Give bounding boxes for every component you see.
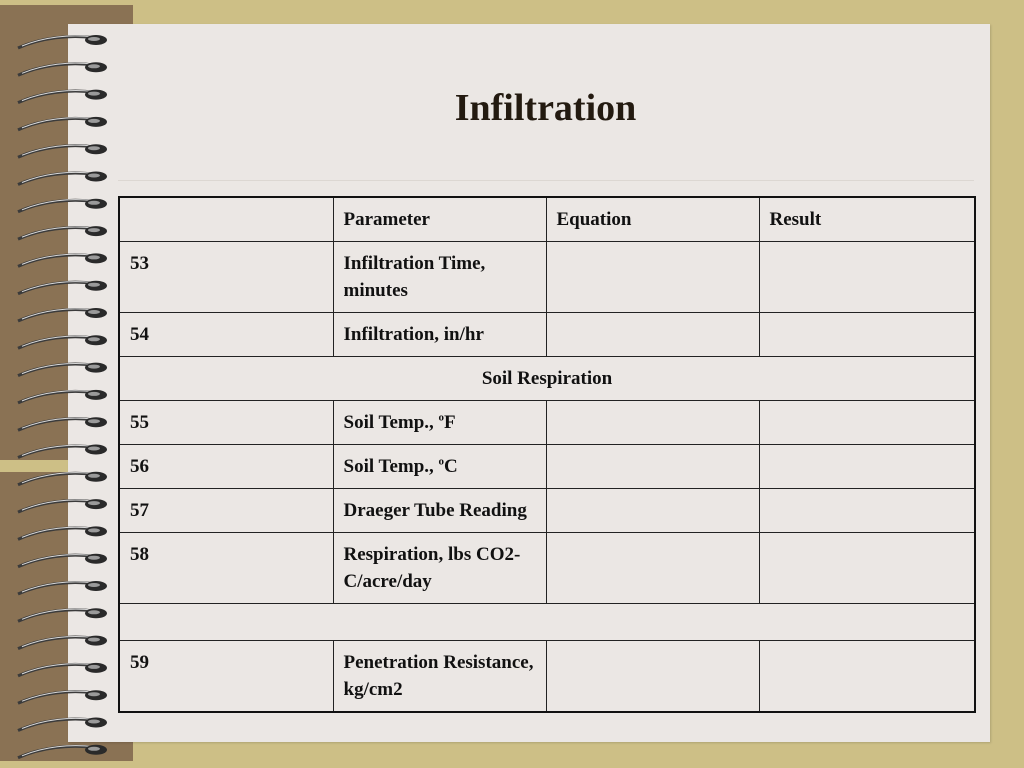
param-unit: F <box>444 412 456 433</box>
row-parameter: Draeger Tube Reading <box>333 489 546 533</box>
binding-ring-icon <box>18 445 107 458</box>
degree-superscript: o <box>438 455 445 468</box>
table-row <box>119 313 975 357</box>
binding-ring-icon <box>18 335 107 348</box>
row-parameter: Penetration Resistance, kg/cm2 <box>333 641 546 713</box>
binding-ring-icon <box>18 526 107 539</box>
binding-ring-icon <box>18 35 107 48</box>
slide-title: Infiltration <box>454 87 637 129</box>
row-number: 55 <box>119 401 333 445</box>
header-cell-result: Result <box>759 197 975 242</box>
spacer-cell <box>119 604 975 641</box>
binding-ring-icon <box>18 417 107 430</box>
row-result <box>759 533 975 604</box>
row-equation <box>546 242 759 313</box>
binding-ring-icon <box>18 636 107 649</box>
param-text: Soil Temp., <box>343 456 439 477</box>
row-result <box>759 641 975 713</box>
row-equation <box>546 401 759 445</box>
row-number: 53 <box>119 242 333 313</box>
row-equation <box>546 641 759 713</box>
table-row <box>119 641 975 713</box>
section-row <box>119 357 975 401</box>
binding-ring-icon <box>18 554 107 567</box>
row-number: 56 <box>119 445 333 489</box>
section-heading: Soil Respiration <box>119 357 975 401</box>
parameter-table <box>118 196 976 713</box>
row-parameter: Respiration, lbs CO2-C/acre/day <box>333 533 546 604</box>
row-parameter: Infiltration, in/hr <box>333 313 546 357</box>
table-row <box>119 401 975 445</box>
row-result <box>759 401 975 445</box>
row-equation <box>546 445 759 489</box>
header-cell-equation: Equation <box>546 197 759 242</box>
row-result <box>759 242 975 313</box>
row-number: 57 <box>119 489 333 533</box>
binding-ring-icon <box>18 226 107 239</box>
binding-ring-icon <box>18 472 107 485</box>
degree-superscript: o <box>438 411 445 424</box>
binding-ring-icon <box>18 144 107 157</box>
binding-ring-icon <box>18 308 107 321</box>
header-cell-number <box>119 197 333 242</box>
binding-ring-icon <box>18 499 107 512</box>
table-row <box>119 489 975 533</box>
row-result <box>759 445 975 489</box>
binding-ring-icon <box>18 390 107 403</box>
binding-ring-icon <box>18 690 107 703</box>
table-row <box>119 242 975 313</box>
table-header-row <box>119 197 975 242</box>
binding-ring-icon <box>18 253 107 266</box>
binding-ring-icon <box>18 608 107 621</box>
row-number: 54 <box>119 313 333 357</box>
row-parameter <box>333 401 546 445</box>
header-cell-parameter: Parameter <box>333 197 546 242</box>
row-equation <box>546 533 759 604</box>
binding-ring-icon <box>18 663 107 676</box>
row-number: 58 <box>119 533 333 604</box>
param-text: Soil Temp., <box>343 412 439 433</box>
binding-ring-icon <box>18 281 107 294</box>
param-unit: C <box>444 456 458 477</box>
row-equation <box>546 489 759 533</box>
binding-ring-icon <box>18 363 107 376</box>
row-parameter <box>333 445 546 489</box>
binding-ring-icon <box>18 718 107 731</box>
binding-ring-icon <box>18 199 107 212</box>
empty-spacer-row <box>119 604 975 641</box>
row-parameter: Infiltration Time, minutes <box>333 242 546 313</box>
row-equation <box>546 313 759 357</box>
row-result <box>759 489 975 533</box>
binding-ring-icon <box>18 581 107 594</box>
title-divider <box>118 180 974 181</box>
table-row <box>119 445 975 489</box>
table-row <box>119 533 975 604</box>
binding-ring-icon <box>18 62 107 75</box>
row-result <box>759 313 975 357</box>
binding-ring-icon <box>18 745 107 758</box>
binding-ring-icon <box>18 172 107 185</box>
row-number: 59 <box>119 641 333 713</box>
